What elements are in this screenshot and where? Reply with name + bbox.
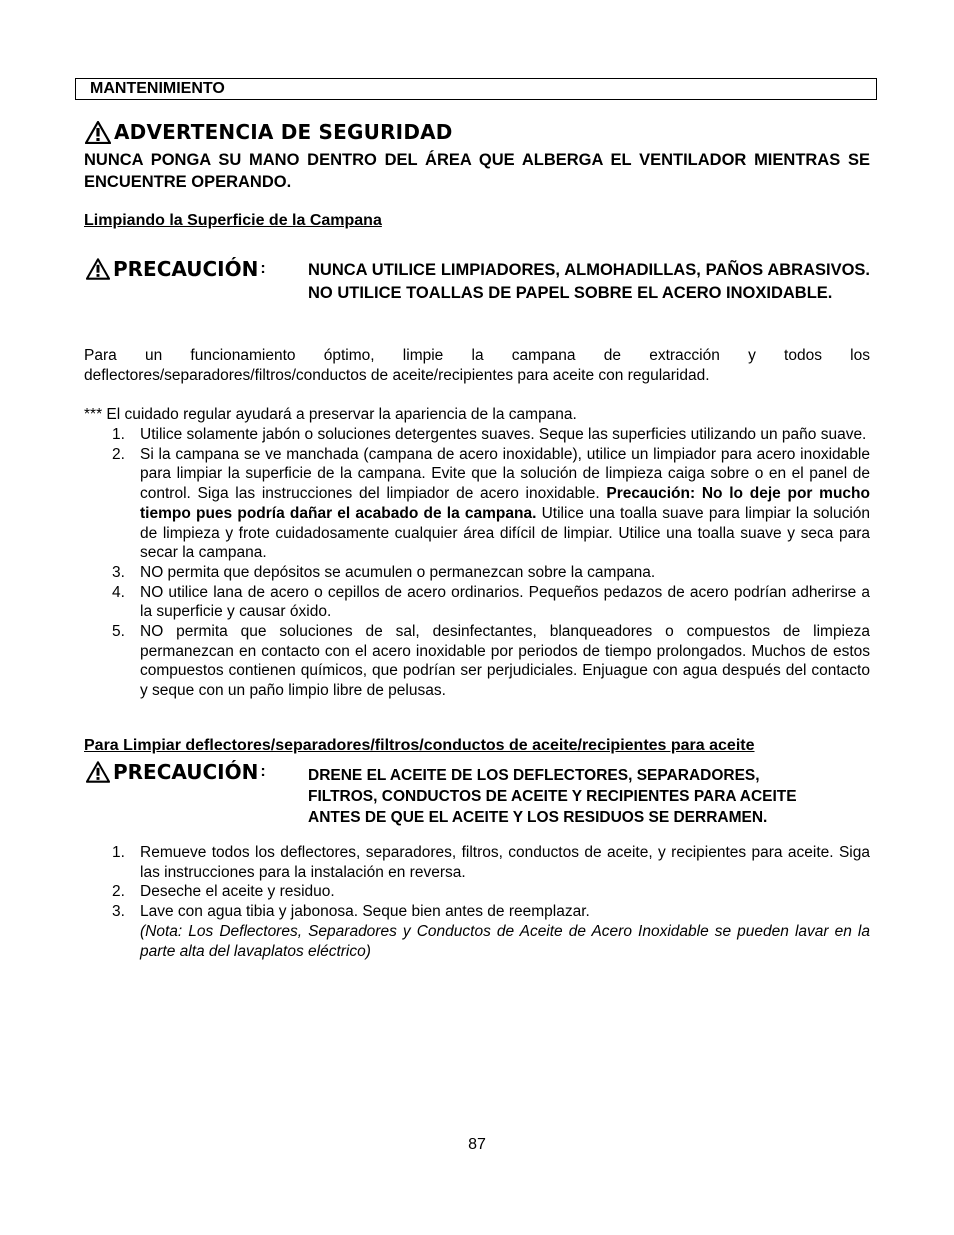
caution-label-text: PRECAUCIÓN [113, 760, 259, 784]
safety-warning-title [85, 120, 453, 144]
warning-triangle-icon [85, 121, 111, 144]
list-item: 4. NO utilice lana de acero o cepillos de acero ordinarios. Pequeños pedazos de acero podrían adherirse a la superficie y causar óxido. [112, 583, 870, 621]
caution-text-2: DRENE EL ACEITE DE LOS DEFLECTORES, SEPARADORES, FILTROS, CONDUCTOS DE ACEITE Y RECIPIENTES PARA ACEITE ANTES DE QUE EL ACEITE Y LOS RESIDUOS SE DERRAMEN. [308, 767, 797, 826]
caution-inline: Precaución: No lo deje por mucho tiempo pues podría dañar el acabado de la campana. [140, 485, 870, 522]
caution-label-text: PRECAUCIÓN [113, 257, 259, 281]
caution-label-2 [86, 760, 266, 784]
section-header: MANTENIMIENTO [90, 80, 225, 97]
list-item: 1. Remueve todos los deflectores, separadores, filtros, conductos de aceite, y recipientes para aceite. Siga las instrucciones para la instalación en reversa. [112, 844, 870, 881]
hood-cleaning-heading: Limpiando la Superficie de la Campana [84, 212, 382, 229]
list-item: 2. Si la campana se ve manchada (campana de acero inoxidable), utilice un limpiador para acero inoxidable para limpiar la superficie de la campana. Evite que la solución de limpieza caiga sobre o en el panel de control. Siga las instrucciones del limpiador de acero inoxidable. Precaución: No lo deje por mucho tiempo pues podría dañar el acabado de la campana. Utilice una toalla suave para limpiar la solución de limpieza y frote cuidadosamente cualquier área difícil de limpiar. Utilice una toalla suave y seca para secar la campana. [112, 445, 871, 562]
section-header-box [75, 78, 877, 100]
caution-colon: : [260, 260, 266, 277]
safety-warning-body: NUNCA PONGA SU MANO DENTRO DEL ÁREA QUE ALBERGA EL VENTILADOR MIENTRAS SE ENCUENTRE OPERANDO. [84, 151, 870, 191]
warning-triangle-icon [86, 258, 110, 280]
care-note: *** El cuidado regular ayudará a preservar la apariencia de la campana. [84, 406, 577, 423]
dishwasher-note: (Nota: Los Deflectores, Separadores y Conductos de Aceite de Acero Inoxidable se pueden lavar en la parte alta del lavaplatos eléctrico) [140, 922, 870, 960]
safety-warning-title-text: ADVERTENCIA DE SEGURIDAD [114, 120, 453, 144]
baffle-cleaning-list [110, 843, 870, 961]
caution-label-1 [86, 257, 266, 281]
caution-colon: : [260, 763, 266, 780]
list-item: 3. Lave con agua tibia y jabonosa. Seque bien antes de reemplazar. (Nota: Los Deflectores, Separadores y Conductos de Aceite de Acero Inoxidable se pueden lavar en la parte alta del lavaplatos eléctrico) [112, 903, 870, 960]
caution-text-1: NUNCA UTILICE LIMPIADORES, ALMOHADILLAS, PAÑOS ABRASIVOS. NO UTILICE TOALLAS DE PAPEL SOBRE EL ACERO INOXIDABLE. [308, 261, 870, 302]
list-item: 3. NO permita que depósitos se acumulen o permanezcan sobre la campana. [112, 563, 656, 581]
list-item: 2. Deseche el aceite y residuo. [112, 883, 335, 901]
warning-triangle-icon [86, 761, 110, 783]
hood-cleaning-intro: Para un funcionamiento óptimo, limpie la campana de extracción y todos los deflectores/separadores/filtros/conductos de aceite/recipientes para aceite con regularidad. [84, 347, 870, 384]
list-item: 5. NO permita que soluciones de sal, desinfectantes, blanqueadores o compuestos de limpieza permanezcan en contacto con el acero inoxidable por periodos de tiempo prolongados. Muchos de estos compuestos contienen químicos, que podrían ser perjudiciales. Enjuague con agua después del contacto y seque con un paño limpio libre de pelusas. [112, 623, 870, 700]
list-item: 1. Utilice solamente jabón o soluciones detergentes suaves. Seque las superficies utilizando un paño suave. [112, 426, 867, 443]
hood-cleaning-list [110, 425, 870, 701]
page-number: 87 [468, 1136, 486, 1153]
baffle-cleaning-heading: Para Limpiar deflectores/separadores/filtros/conductos de aceite/recipientes para aceite [84, 737, 755, 754]
